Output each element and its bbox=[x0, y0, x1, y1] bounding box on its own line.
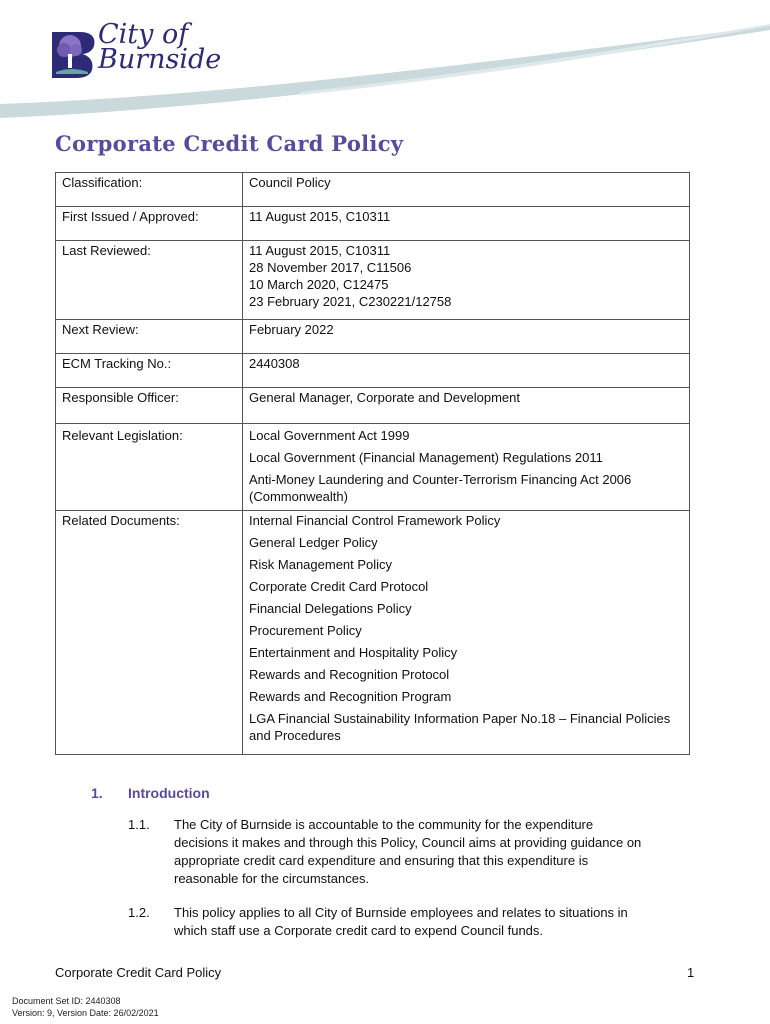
policy-metadata-table bbox=[55, 172, 690, 755]
row-key: First Issued / Approved: bbox=[56, 207, 243, 241]
table-row bbox=[56, 424, 690, 511]
table-row bbox=[56, 241, 690, 320]
table-row bbox=[56, 388, 690, 424]
row-key: Classification: bbox=[56, 173, 243, 207]
row-value: 11 August 2015, C10311 28 November 2017, C11506 10 March 2020, C12475 23 February 2021, C230221/12758 bbox=[243, 241, 690, 320]
table-row bbox=[56, 207, 690, 241]
row-value: Internal Financial Control Framework Policy General Ledger Policy Risk Management Policy Corporate Credit Card Protocol Financial Delegations Policy Procurement Policy Entertainment and Hospitality Policy Rewards and Recognition Protocol Rewards and Recognition Program LGA Financial Sustainability Information Paper No.18 – Financial Policies and Procedures bbox=[243, 511, 690, 755]
paragraph-text: The City of Burnside is accountable to the community for the expenditure decisions it makes and through this Policy, Council aims at providing guidance on appropriate credit card expenditure and ensuring that this expenditure is reasonable for the circumstances. bbox=[174, 817, 642, 886]
document-info bbox=[12, 995, 159, 1019]
paragraph-number: 1.2. bbox=[128, 905, 150, 920]
row-value: February 2022 bbox=[243, 320, 690, 354]
logo-line-2: Burnside bbox=[98, 44, 222, 75]
row-key: ECM Tracking No.: bbox=[56, 354, 243, 388]
document-version: Version: 9, Version Date: 26/02/2021 bbox=[12, 1008, 159, 1018]
row-value: Local Government Act 1999 Local Government (Financial Management) Regulations 2011 Anti-Money Laundering and Counter-Terrorism Financing Act 2006 (Commonwealth) bbox=[243, 424, 690, 511]
section-heading bbox=[91, 785, 210, 801]
row-value: 11 August 2015, C10311 bbox=[243, 207, 690, 241]
logo-wordmark bbox=[98, 19, 222, 75]
row-value: General Manager, Corporate and Development bbox=[243, 388, 690, 424]
row-key: Last Reviewed: bbox=[56, 241, 243, 320]
page-title: Corporate Credit Card Policy bbox=[55, 131, 404, 156]
row-key: Relevant Legislation: bbox=[56, 424, 243, 511]
logo-line-1: City of bbox=[98, 19, 189, 50]
row-key: Related Documents: bbox=[56, 511, 243, 755]
table-row bbox=[56, 173, 690, 207]
paragraph-number: 1.1. bbox=[128, 817, 150, 832]
paragraph-text: This policy applies to all City of Burnside employees and relates to situations in which staff use a Corporate credit card to expend Council funds. bbox=[174, 905, 628, 938]
row-value: 2440308 bbox=[243, 354, 690, 388]
row-key: Responsible Officer: bbox=[56, 388, 243, 424]
row-value: Council Policy bbox=[243, 173, 690, 207]
table-row bbox=[56, 511, 690, 755]
document-set-id: Document Set ID: 2440308 bbox=[12, 996, 121, 1006]
table-row bbox=[56, 320, 690, 354]
row-key: Next Review: bbox=[56, 320, 243, 354]
section-title: Introduction bbox=[128, 785, 210, 801]
footer-title: Corporate Credit Card Policy bbox=[55, 965, 222, 980]
tree-emblem-icon bbox=[46, 26, 102, 82]
page-number: 1 bbox=[687, 965, 695, 980]
section-number: 1. bbox=[91, 785, 103, 801]
table-row bbox=[56, 354, 690, 388]
